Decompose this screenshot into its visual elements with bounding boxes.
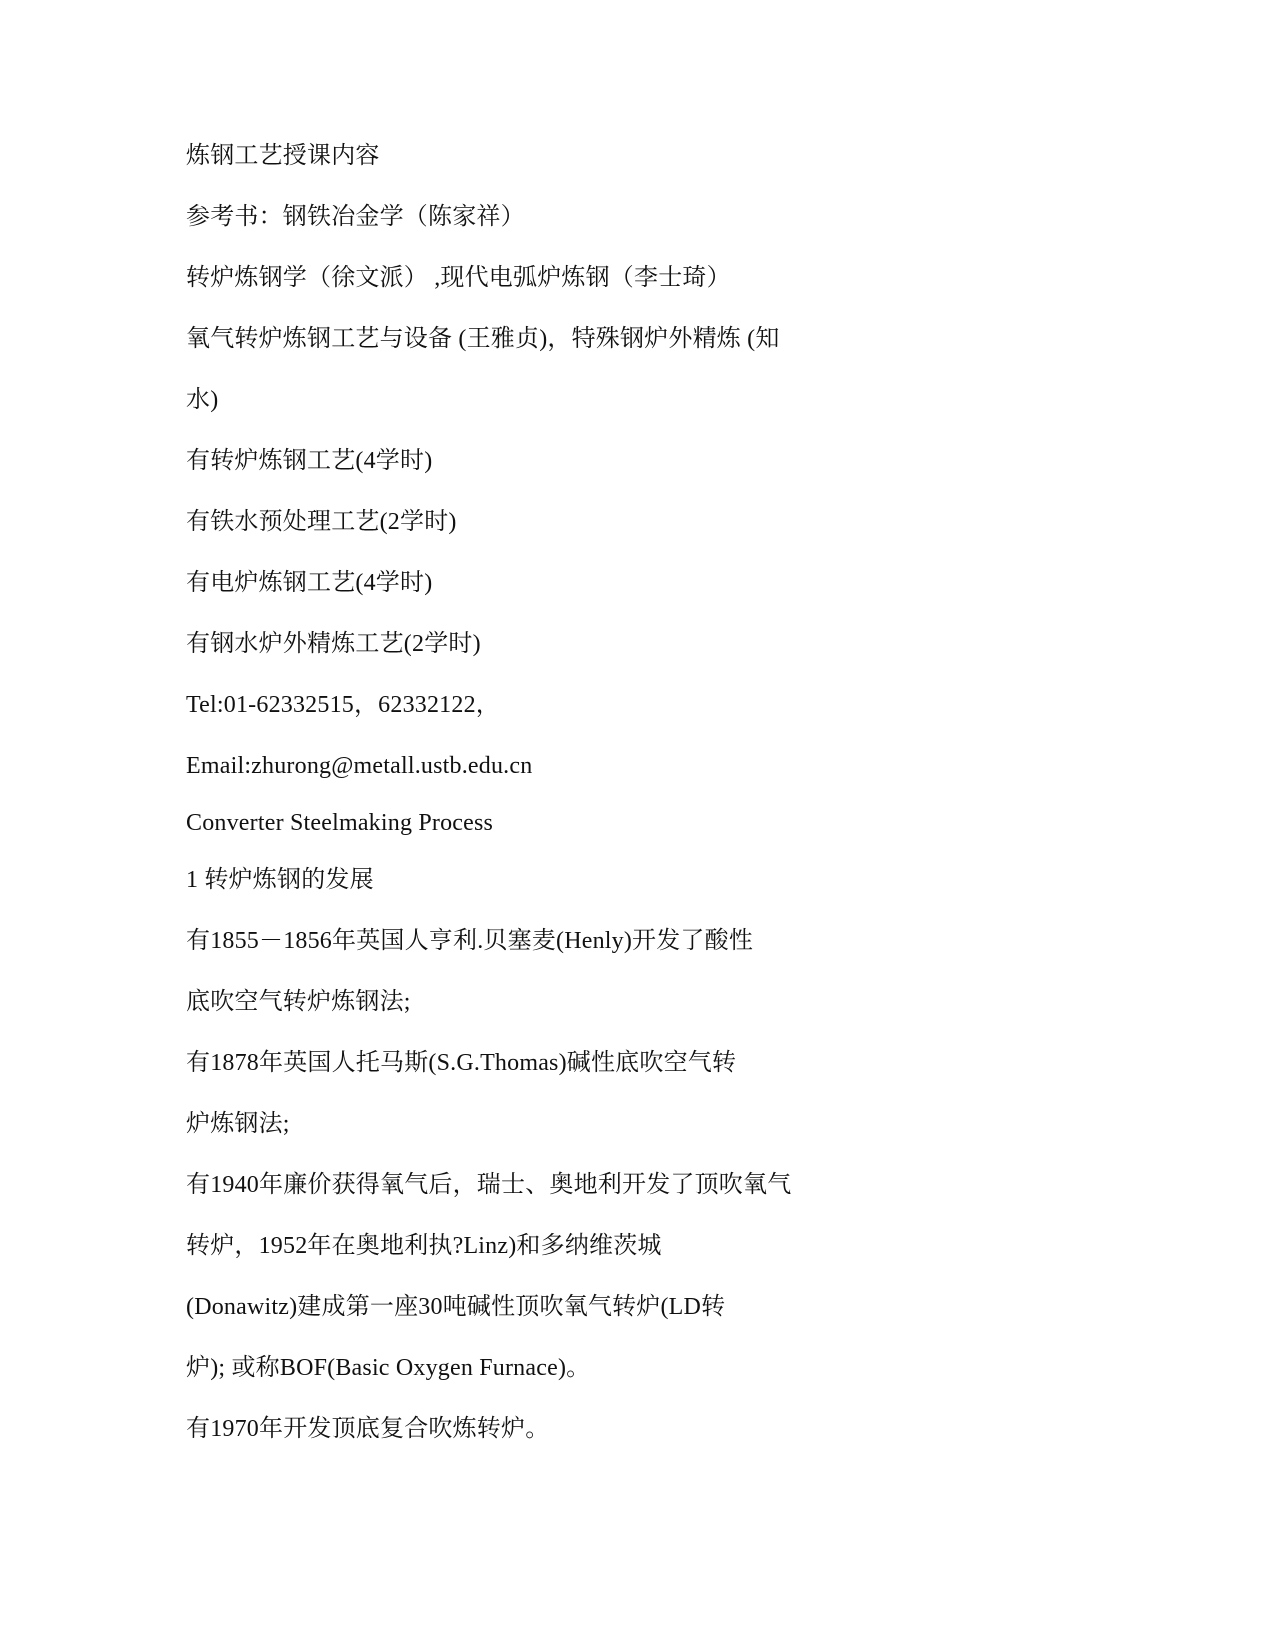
course-topic-item: 有钢水炉外精炼工艺(2学时) xyxy=(186,631,481,657)
reference-books-line: 氧气转炉炼钢工艺与设备 (王雅贞)，特殊钢炉外精炼 (知 xyxy=(186,326,780,352)
doc-title: 炼钢工艺授课内容 xyxy=(186,143,380,169)
section-heading: 1 转炉炼钢的发展 xyxy=(186,867,374,893)
document-body xyxy=(186,141,826,1475)
history-paragraph-line: 炉); 或称BOF(Basic Oxygen Furnace)。 xyxy=(186,1355,591,1381)
section-heading-english: Converter Steelmaking Process xyxy=(186,810,494,836)
course-topic-item: 有转炉炼钢工艺(4学时) xyxy=(186,448,433,474)
contact-email: Email:zhurong@metall.ustb.edu.cn xyxy=(186,753,533,779)
course-topic-item: 有电炉炼钢工艺(4学时) xyxy=(186,570,433,596)
history-paragraph-line: 炉炼钢法; xyxy=(186,1111,290,1137)
history-paragraph-line: 转炉，1952年在奥地利执?Linz)和多纳维茨城 xyxy=(186,1233,662,1259)
course-topic-item: 有铁水预处理工艺(2学时) xyxy=(186,509,457,535)
history-paragraph-line: 有1855－1856年英国人亨利.贝塞麦(Henly)开发了酸性 xyxy=(186,928,754,954)
reference-books-line: 转炉炼钢学（徐文派） ,现代电弧炉炼钢（李士琦） xyxy=(186,265,731,291)
history-paragraph-line: 有1940年廉价获得氧气后，瑞士、奥地利开发了顶吹氧气 xyxy=(186,1172,792,1198)
contact-tel: Tel:01-62332515，62332122， xyxy=(186,692,500,718)
history-paragraph-line: 有1970年开发顶底复合吹炼转炉。 xyxy=(186,1416,550,1442)
history-paragraph-line: (Donawitz)建成第一座30吨碱性顶吹氧气转炉(LD转 xyxy=(186,1294,726,1320)
reference-books-line: 参考书：钢铁冶金学（陈家祥） xyxy=(186,204,525,230)
history-paragraph-line: 有1878年英国人托马斯(S.G.Thomas)碱性底吹空气转 xyxy=(186,1050,737,1076)
history-paragraph-line: 底吹空气转炉炼钢法; xyxy=(186,989,411,1015)
reference-books-line: 水) xyxy=(186,387,219,413)
